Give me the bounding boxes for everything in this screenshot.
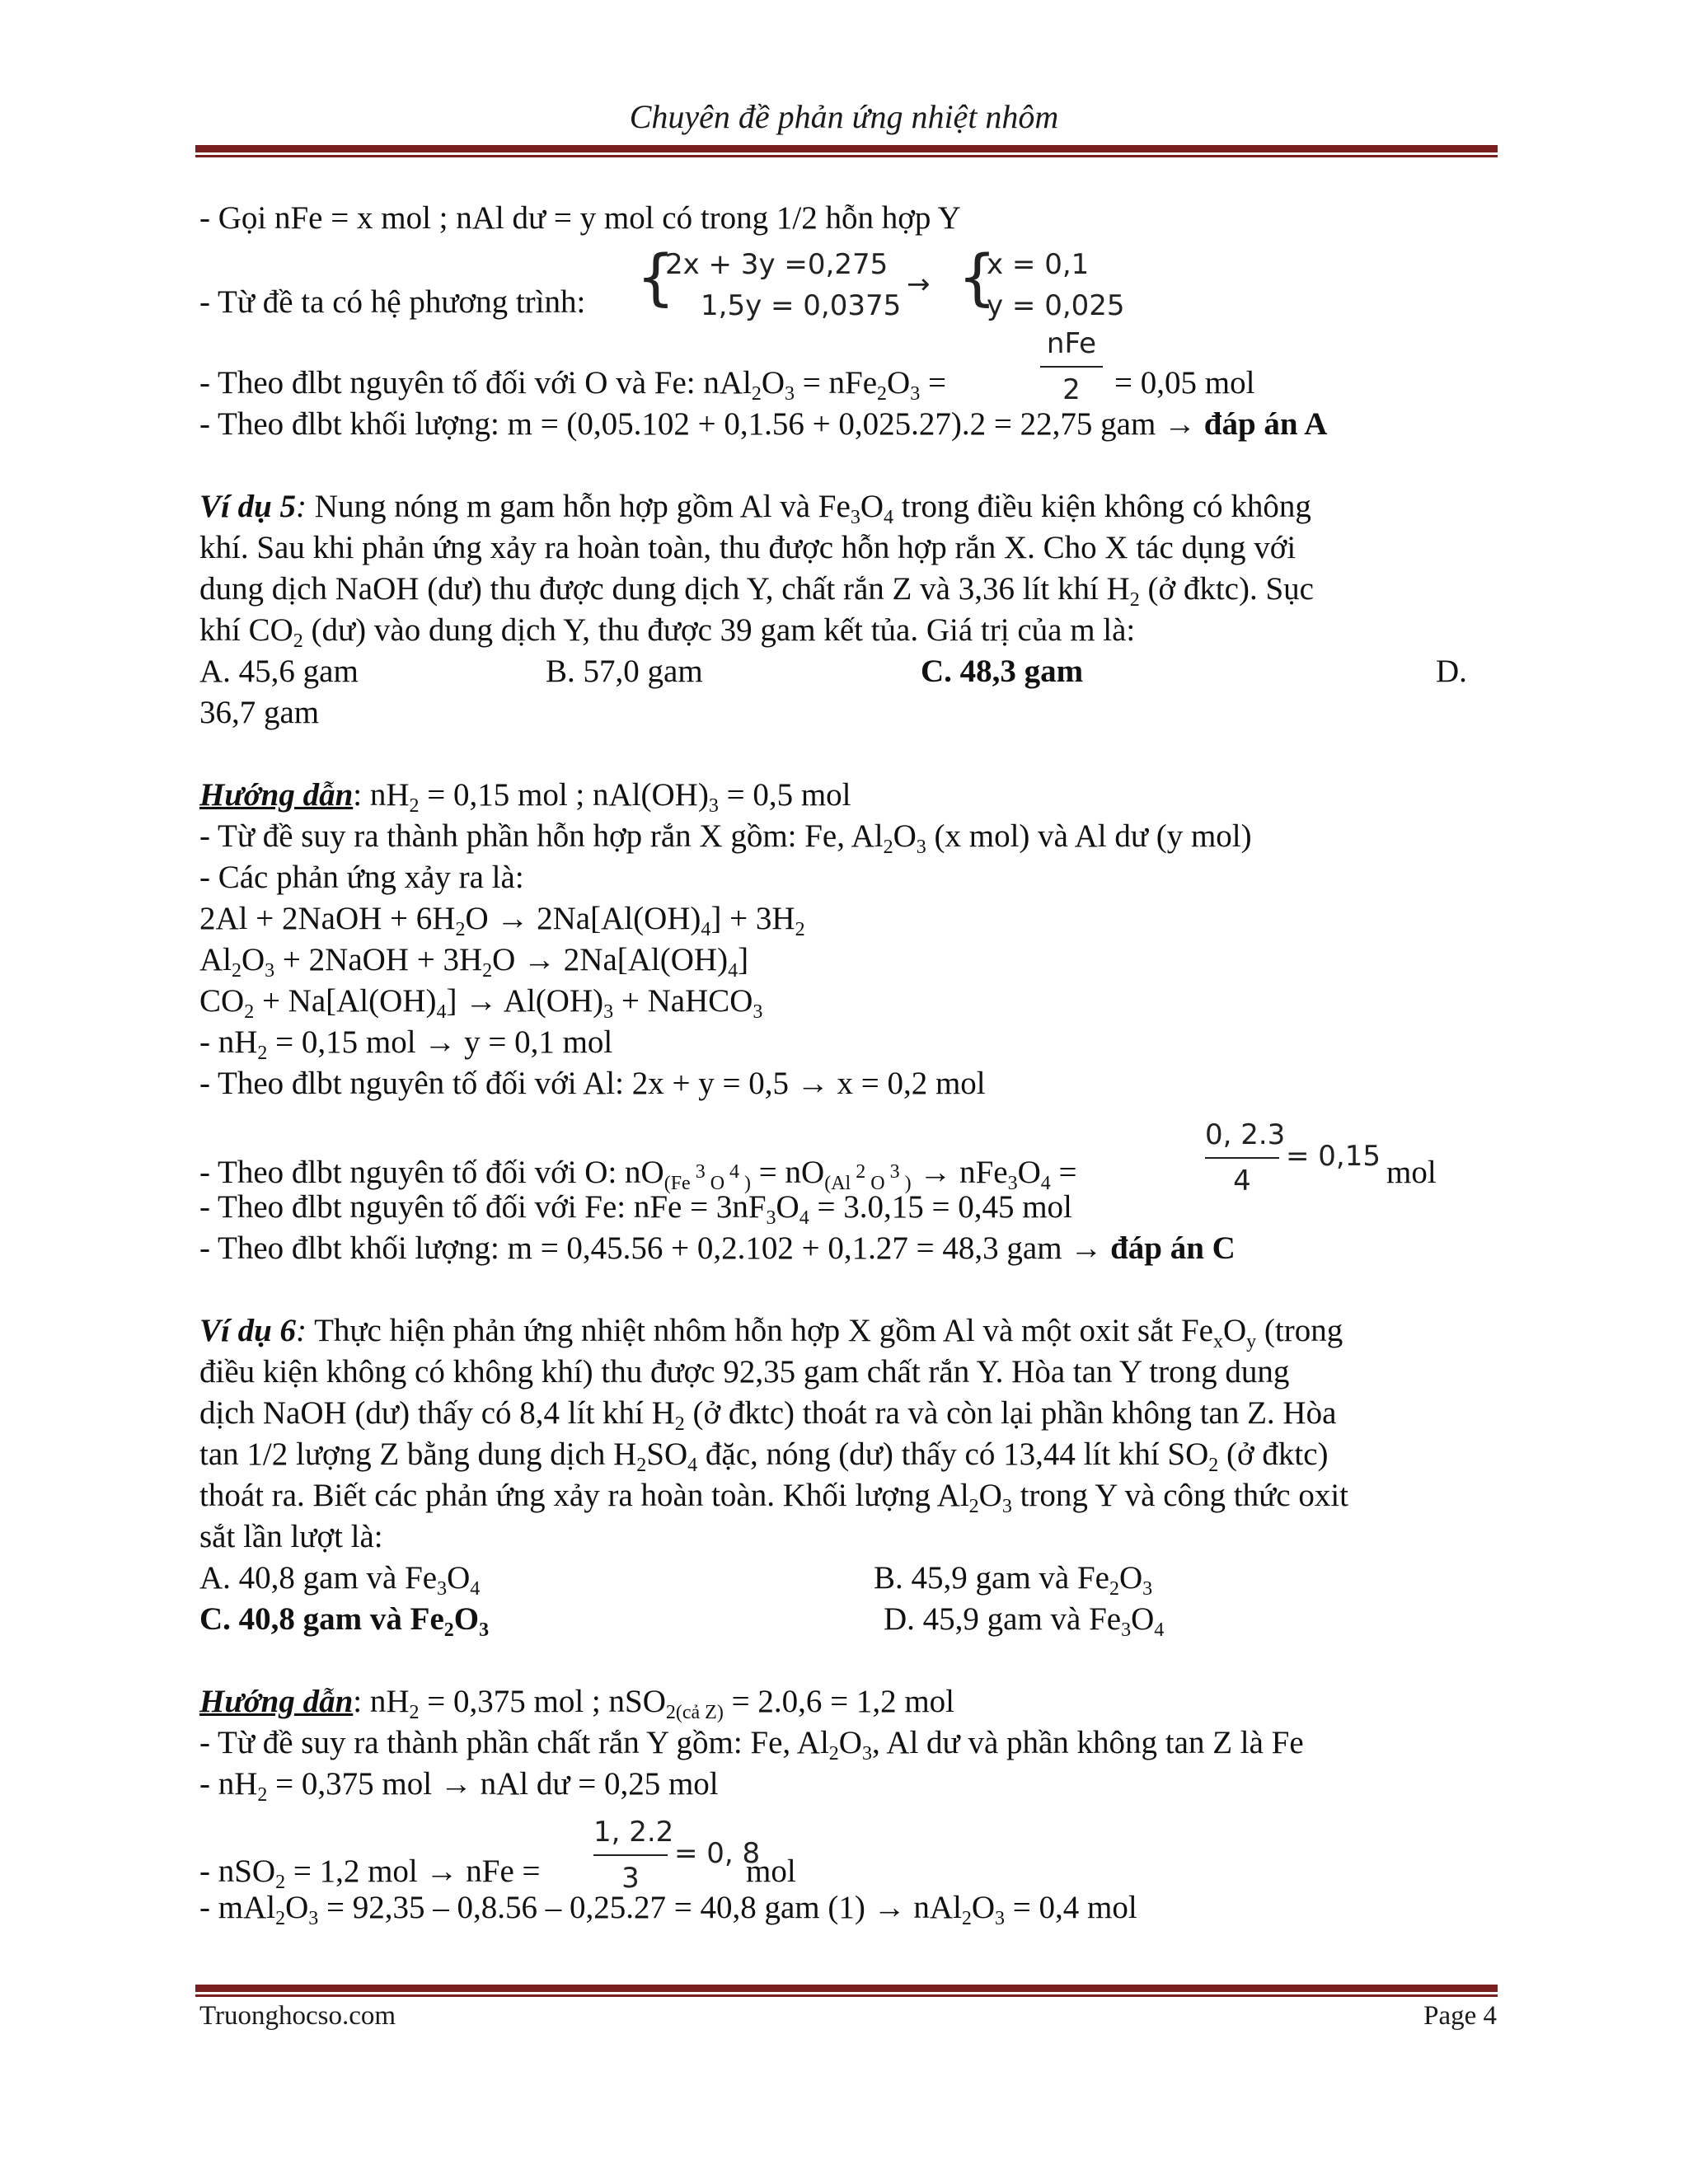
example-label: Ví dụ 5 [199, 489, 297, 524]
fraction: nFe 2 [1040, 323, 1103, 410]
solution-line: - $nH_2 = 0,15$ mol → y = 0,1 mol [199, 1024, 613, 1064]
fraction: 1, 2.2 3 [593, 1816, 674, 1895]
option-a: A. 40,8 gam và $Fe_3O_4$ [199, 1560, 481, 1600]
options-line: 36,7 gam [199, 695, 320, 730]
fraction: 0, 2.3 4 [1205, 1118, 1286, 1197]
options-line [199, 651, 1498, 692]
solution-line: 1, 2.2 3 = 0, 8 - nSO$_2$ = 1,2 mol → nFe = mol [199, 1805, 1498, 1887]
question-line: khí. Sau khi phản ứng xảy ra hoàn toàn, thu được hỗn hợp rắn X. Cho X tác dụng với [199, 530, 1296, 565]
question-line: dịch NaOH (dư) thấy có 8,4 lít khí $H_2$ (ở đktc) thoát ra và còn lại phần không tan Z. Hòa [199, 1395, 1337, 1435]
solution-line: Hướng dẫn: $nH_2 = 0,15$ mol ; $nAl(OH)_3 = 0,5$ mol [199, 777, 851, 817]
footer-site: Truonghocso.com [199, 2001, 396, 2031]
equation: 1,5y = 0,0375 [701, 289, 902, 322]
reaction-line: $CO_2 + Na[Al(OH)_4] \to Al(OH)_3$ + NaHCO$_3$ [199, 983, 763, 1023]
options-line [199, 1558, 1498, 1599]
question-line: Ví dụ 5: Nung nóng m gam hỗn hợp gồm Al và $Fe_3O_4$ trong điều kiện không có không [199, 489, 1311, 528]
left-brace: { [958, 242, 997, 313]
option-d: D. [1436, 654, 1467, 689]
arrow: → [907, 268, 931, 301]
guide-label: Hướng dẫn [199, 1684, 354, 1719]
solution-line: - Từ đề suy ra thành phần chất rắn Y gồm: Fe, $Al_2O_3$, Al dư và phần không tan Z là Fe [199, 1725, 1304, 1765]
question-line: thoát ra. Biết các phản ứng xảy ra hoàn toàn. Khối lượng $Al_2O_3$ trong Y và công thức oxit [199, 1478, 1349, 1517]
footer-page-number: Page 4 [1423, 2001, 1497, 2031]
page-header-title: Chuyên đề phản ứng nhiệt nhôm [629, 98, 1059, 135]
text-line: - Theo đlbt khối lượng: m = (0,05.102 + 0,1.56 + 0,025.27).2 = 22,75 gam → đáp án A [199, 406, 1328, 442]
reaction-line: 2Al + 2NaOH + $6H_2O \to 2Na[Al(OH)_4] + 3H_2$ [199, 901, 805, 940]
option-c: C. 40,8 gam và $Fe_2O_3$ [199, 1601, 490, 1641]
question-line: điều kiện không có không khí) thu được 92,35 gam chất rắn Y. Hòa tan Y trong dung [199, 1354, 1290, 1390]
solution-line: 0, 2.3 4 = 0,15 - Theo đlbt nguyên tố đối với O: $nO_{(Fe ^3 O ^4 )} = nO_{(Al ^2 O ^3 )} \to nFe_3O_4$ = mol [199, 1104, 1498, 1187]
equation: y = 0,025 [987, 289, 1125, 322]
equation: = 0,15 [1286, 1140, 1381, 1173]
equation: 2x + 3y =0,275 [665, 248, 889, 281]
solution-line: - Theo đlbt nguyên tố đối với Fe: nFe = $3nF_3O_4 = 3.0,15 = 0,45$ mol [199, 1189, 1072, 1229]
footer-rule [195, 1985, 1498, 1997]
option-b: B. 45,9 gam và $Fe_2O_3$ [874, 1560, 1153, 1600]
solution-line: - Theo đlbt nguyên tố đối với Al: 2x + y = 0,5 → x = 0,2 mol [199, 1066, 986, 1101]
option-a: A. 45,6 gam [199, 654, 359, 689]
option-c: C. 48,3 gam [921, 654, 1084, 689]
page-content [199, 198, 1498, 1929]
text-line: nFe 2 - Theo đlbt nguyên tố đối với O và Fe: $nAl_2O_3 = nFe_2O_3$ = = 0,05 mol [199, 321, 1498, 404]
equation: = 0, 8 [674, 1837, 761, 1870]
question-line: khí $CO_2$ (dư) vào dung dịch Y, thu được 39 gam kết tủa. Giá trị của m là: [199, 612, 1136, 652]
solution-line: - Các phản ứng xảy ra là: [199, 860, 524, 895]
solution-line: Hướng dẫn: $nH_2 = 0,375$ mol ; nSO$_{2(cả Z)}$ = 2.0,6 = 1,2 mol [199, 1684, 954, 1723]
equation-system-line: - Từ đề ta có hệ phương trình: { 2x + 3y =0,275 1,5y = 0,0375 → { x = 0,1 y = 0,025 [199, 239, 1498, 321]
text-line: - Gọi nFe = x mol ; nAl dư = y mol có trong 1/2 hỗn hợp Y [199, 200, 961, 236]
guide-label: Hướng dẫn [199, 777, 354, 813]
question-line: Ví dụ 6: Thực hiện phản ứng nhiệt nhôm hỗn hợp X gồm Al và một oxit sắt $Fe_xO_y$ (trong [199, 1313, 1343, 1352]
reaction-line: $Al_2O_3$ + 2NaOH + $3H_2O \to 2Na[Al(OH)_4]$ [199, 942, 749, 982]
solution-line: - $nH_2 = 0,375$ mol → nAl dư = 0,25 mol [199, 1766, 719, 1806]
question-line: dung dịch NaOH (dư) thu được dung dịch Y, chất rắn Z và 3,36 lít khí $H_2$ (ở đktc). Sục [199, 571, 1314, 611]
solution-line: - $mAl_2O_3 = 92,35 - 0,8.56 - 0,25.27 = 40,8$ gam $(1) \to nAl_2O_3 = 0,4$ mol [199, 1890, 1137, 1929]
left-brace: { [636, 242, 676, 313]
solution-line: - Theo đlbt khối lượng: m = 0,45.56 + 0,2.102 + 0,1.27 = 48,3 gam → đáp án C [199, 1230, 1236, 1266]
option-b: B. 57,0 gam [546, 654, 703, 689]
example-label: Ví dụ 6 [199, 1313, 297, 1348]
options-line [199, 1599, 1498, 1640]
equation: x = 0,1 [987, 248, 1090, 281]
option-d: D. 45,9 gam và $Fe_3O_4$ [884, 1601, 1165, 1641]
question-line: sắt lần lượt là: [199, 1519, 383, 1554]
solution-line: - Từ đề suy ra thành phần hỗn hợp rắn X gồm: Fe, $Al_2O_3$ (x mol) và Al dư (y mol) [199, 818, 1252, 858]
question-line: tan 1/2 lượng Z bằng dung dịch $H_2SO_4$ đặc, nóng (dư) thấy có 13,44 lít khí $SO_2$ (ở đktc) [199, 1436, 1329, 1476]
header-rule [195, 145, 1498, 157]
